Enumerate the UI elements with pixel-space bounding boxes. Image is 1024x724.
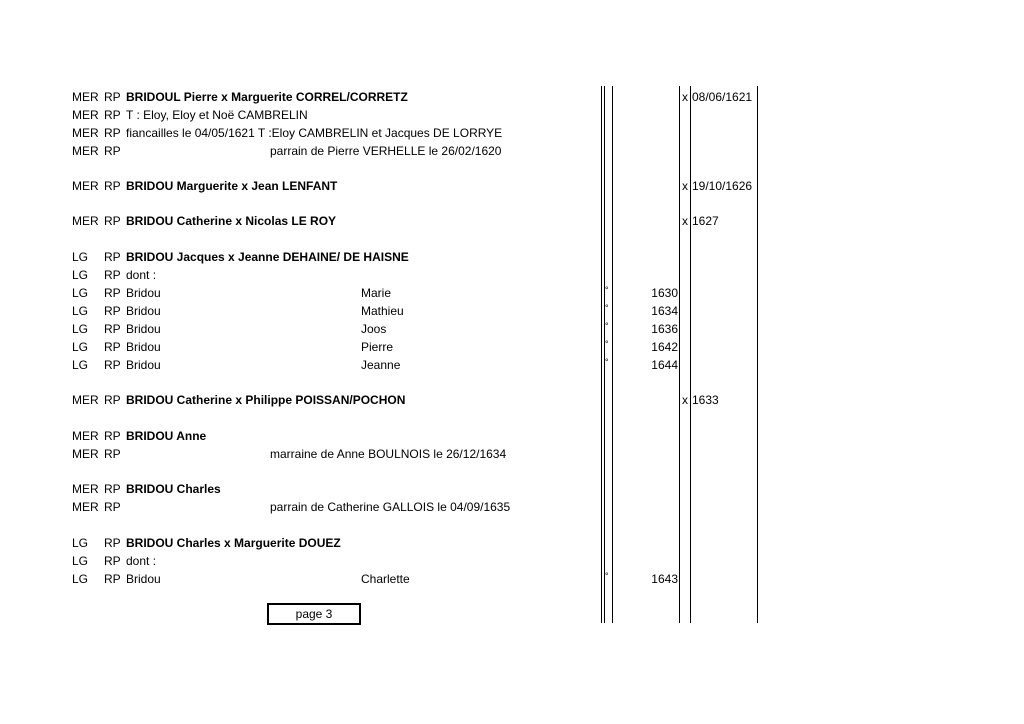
table-row xyxy=(0,427,1024,445)
source-code: MER xyxy=(72,126,99,140)
entry-text: T : Eloy, Eloy et Noë CAMBRELIN xyxy=(126,108,308,122)
register-code: RP xyxy=(104,90,121,104)
birth-year: 1636 xyxy=(651,322,678,336)
table-row xyxy=(0,142,1024,160)
table-row xyxy=(0,480,1024,498)
source-code: MER xyxy=(72,214,99,228)
source-code: MER xyxy=(72,482,99,496)
source-code: MER xyxy=(72,393,99,407)
birth-year: 1644 xyxy=(651,358,678,372)
source-code: LG xyxy=(72,554,89,568)
first-name: Jeanne xyxy=(361,358,401,372)
table-row xyxy=(0,212,1024,230)
source-code: LG xyxy=(72,572,89,586)
birth-mark: ° xyxy=(605,571,609,581)
first-name: Marie xyxy=(361,286,392,300)
marriage-date: 19/10/1626 xyxy=(692,179,753,193)
register-code: RP xyxy=(104,214,121,228)
birth-mark: ° xyxy=(605,339,609,349)
marriage-date: 1627 xyxy=(692,214,719,228)
page-number-box: page 3 xyxy=(267,603,361,625)
table-row xyxy=(0,338,1024,356)
marriage-mark: x xyxy=(682,90,688,104)
table-row xyxy=(0,124,1024,142)
register-code: RP xyxy=(104,447,121,461)
table-row xyxy=(0,88,1024,106)
source-code: LG xyxy=(72,358,89,372)
register-code: RP xyxy=(104,268,121,282)
entry-text: BRIDOU Catherine x Philippe POISSAN/POCHON xyxy=(126,393,406,407)
table-row xyxy=(0,106,1024,124)
table-row xyxy=(0,552,1024,570)
entry-text: BRIDOU Jacques x Jeanne DEHAINE/ DE HAISNE xyxy=(126,250,409,264)
birth-year: 1630 xyxy=(651,286,678,300)
entry-text: Bridou xyxy=(126,304,161,318)
entry-text: BRIDOU Anne xyxy=(126,429,207,443)
register-code: RP xyxy=(104,340,121,354)
source-code: MER xyxy=(72,144,99,158)
entry-text: BRIDOU Catherine x Nicolas LE ROY xyxy=(126,214,337,228)
birth-mark: ° xyxy=(605,357,609,367)
birth-year: 1642 xyxy=(651,340,678,354)
source-code: LG xyxy=(72,340,89,354)
marriage-mark: x xyxy=(682,393,688,407)
source-code: LG xyxy=(72,322,89,336)
marriage-mark: x xyxy=(682,179,688,193)
source-code: MER xyxy=(72,90,99,104)
entry-text: Bridou xyxy=(126,340,161,354)
table-row xyxy=(0,570,1024,588)
entry-text: fiancailles le 04/05/1621 T :Eloy CAMBRELIN et Jacques DE LORRYE xyxy=(126,126,503,140)
table-row xyxy=(0,498,1024,516)
register-code: RP xyxy=(104,322,121,336)
source-code: LG xyxy=(72,268,89,282)
birth-year: 1634 xyxy=(651,304,678,318)
birth-mark: ° xyxy=(605,303,609,313)
register-code: RP xyxy=(104,358,121,372)
entry-note: parrain de Catherine GALLOIS le 04/09/1635 xyxy=(270,500,511,514)
source-code: MER xyxy=(72,179,99,193)
table-row xyxy=(0,284,1024,302)
entry-note: parrain de Pierre VERHELLE le 26/02/1620 xyxy=(270,144,502,158)
register-code: RP xyxy=(104,108,121,122)
source-code: MER xyxy=(72,429,99,443)
source-code: MER xyxy=(72,500,99,514)
register-code: RP xyxy=(104,144,121,158)
table-row xyxy=(0,320,1024,338)
register-code: RP xyxy=(104,572,121,586)
table-row xyxy=(0,177,1024,195)
entry-text: Bridou xyxy=(126,572,161,586)
table-row xyxy=(0,445,1024,463)
entry-text: dont : xyxy=(126,268,157,282)
entry-text: BRIDOU Charles xyxy=(126,482,221,496)
first-name: Joos xyxy=(361,322,387,336)
entry-text: BRIDOU Marguerite x Jean LENFANT xyxy=(126,179,338,193)
register-code: RP xyxy=(104,126,121,140)
register-code: RP xyxy=(104,286,121,300)
table-row xyxy=(0,534,1024,552)
table-row xyxy=(0,302,1024,320)
first-name: Charlette xyxy=(361,572,410,586)
entry-text: BRIDOU Charles x Marguerite DOUEZ xyxy=(126,536,341,550)
register-code: RP xyxy=(104,393,121,407)
source-code: LG xyxy=(72,304,89,318)
marriage-date: 08/06/1621 xyxy=(692,90,753,104)
register-code: RP xyxy=(104,500,121,514)
entry-text: Bridou xyxy=(126,358,161,372)
first-name: Pierre xyxy=(361,340,394,354)
source-code: LG xyxy=(72,286,89,300)
entry-text: BRIDOUL Pierre x Marguerite CORREL/CORRETZ xyxy=(126,90,408,104)
entry-text: dont : xyxy=(126,554,157,568)
table-row xyxy=(0,356,1024,374)
source-code: MER xyxy=(72,108,99,122)
marriage-mark: x xyxy=(682,214,688,228)
first-name: Mathieu xyxy=(361,304,404,318)
source-code: MER xyxy=(72,447,99,461)
birth-mark: ° xyxy=(605,285,609,295)
birth-year: 1643 xyxy=(651,572,678,586)
register-code: RP xyxy=(104,304,121,318)
register-code: RP xyxy=(104,536,121,550)
source-code: LG xyxy=(72,250,89,264)
table-row xyxy=(0,248,1024,266)
register-code: RP xyxy=(104,429,121,443)
entry-text: Bridou xyxy=(126,322,161,336)
source-code: LG xyxy=(72,536,89,550)
table-row xyxy=(0,266,1024,284)
entry-note: marraine de Anne BOULNOIS le 26/12/1634 xyxy=(270,447,507,461)
register-code: RP xyxy=(104,250,121,264)
entry-text: Bridou xyxy=(126,286,161,300)
marriage-date: 1633 xyxy=(692,393,719,407)
birth-mark: ° xyxy=(605,321,609,331)
register-code: RP xyxy=(104,179,121,193)
register-code: RP xyxy=(104,554,121,568)
register-code: RP xyxy=(104,482,121,496)
table-row xyxy=(0,391,1024,409)
